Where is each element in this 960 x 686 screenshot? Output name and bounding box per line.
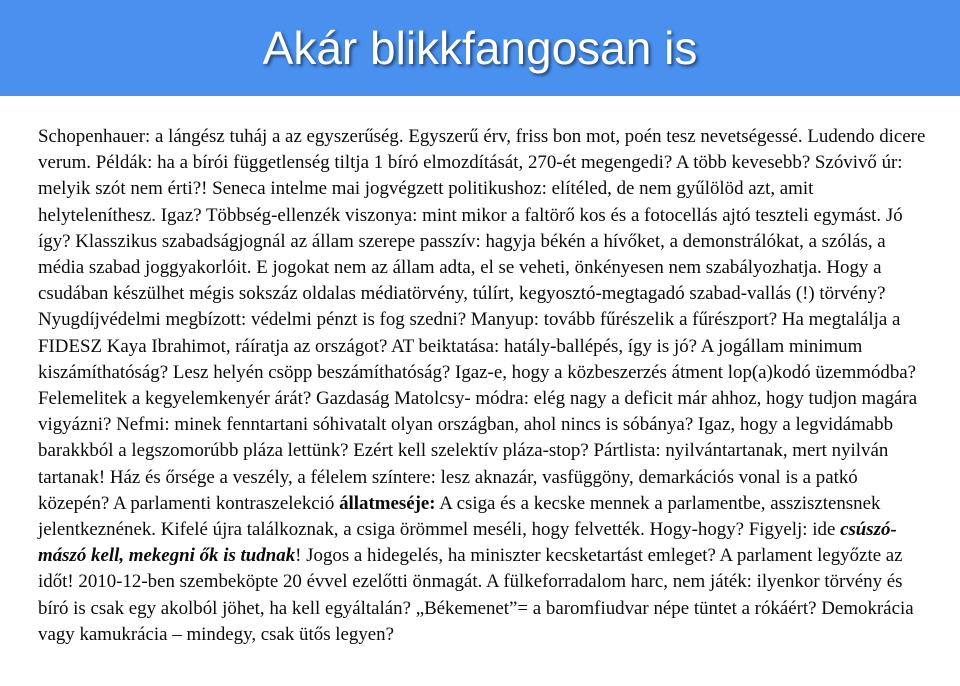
body-segment: Egyszerű érv, friss bon mot, poén tesz nevetségessé. Ludendo dicere verum. Példák: ha a bírói függetlenség tiltja 1 bíró elmozdítását, 270-ét megengedi? A több kevesebb? Szóvivő úr: melyik szót nem érti?! Seneca intelme mai jogvégzett politikushoz: elítéled, de nem gyűlölöd azt, amit helyteleníthesz. Igaz? Többség-ellenzék viszonya: mint mikor a faltörő kos és a fotocellás ajtó teszteli egymást. Jó így? Klasszikus szabadságjognál az állam szerepe passzív: hagyja békén a hívőket, a demonstrálókat, a szólás, a média szabad joggyakorlóit. E jogokat nem az állam adta, el se veheti, önkényesen nem szabályozhatja. Hogy a csudában készülhet mégis sokszáz oldalas médiatörvény, túlírt, kegyosztó-megtagadó szabad-vallás (!) törvény? Nyugdíjvédelmi megbízott: védelmi pénzt is fog szedni? Manyup: tovább fűrészelik a fűrészport? Ha megtalálja a FIDESZ Kaya Ibrahimot, ráíratja az országot? AT beiktatása: hatály-ballépés, így is jó? A jogállam minimum kiszámíthatóság? Lesz helyén csöpp beszámíthatóság? Igaz-e, hogy a közbeszerzés átment lop(a)kodó üzemmódba? Felemelitek a kegyelemkenyér árát? Gazdaság Matolcsy- módra: elég nagy a deficit már ahhoz, hogy tudjon magára vigyázni? Nefmi: minek fenntartani sóhivatalt olyan országban, ahol nincs is sóbánya? Igaz, hogy a legvidámabb barakkból a legszomorúbb pláza lettünk? Ezért kell szelektív pláza-stop? Pártlista: nyilvántartanak, mert nyilván tartanak! Ház és őrsége a veszély, a félelem színtere: lesz aknazár, vasfüggöny, demarkációs vonal is a patkó közepén? A parlamenti kontraszelekció — [38, 126, 926, 514]
body-segment: ! Jogos a hidegelés, ha miniszter kecsketartást emleget? A parlament legyőzte az időt! 2010-12-ben szembeköpte 20 évvel ezelőtti önmagát. A fülkeforradalom harc, nem játék: ilyenkor törvény és bíró is csak egy akolból jöhet, ha kell egyáltalán? „Békemenet”= a baromfiudvar népe tüntet a rókáért? Demokrácia vagy kamukrácia – mindegy, csak ütős legyen? — [38, 545, 914, 645]
slide-body-text — [38, 124, 928, 648]
body-segment-bold: állatmeséje: — [339, 492, 436, 514]
body-segment: A csiga és a kecske mennek a parlamentbe, asszisztensnek jelentkeznének. Kifelé újra találkoznak, a csiga örömmel meséli, hogy felvették. Hogy-hogy? Figyelj: ide — [38, 492, 881, 541]
slide-title: Akár blikkfangosan is — [262, 22, 698, 74]
body-segment-bold-italic: csúszó-mászó kell, mekegni ők is tudnak — [38, 519, 897, 567]
body-segment: Schopenhauer: a lángész tuháj a az egyszerűség. — [38, 126, 409, 147]
